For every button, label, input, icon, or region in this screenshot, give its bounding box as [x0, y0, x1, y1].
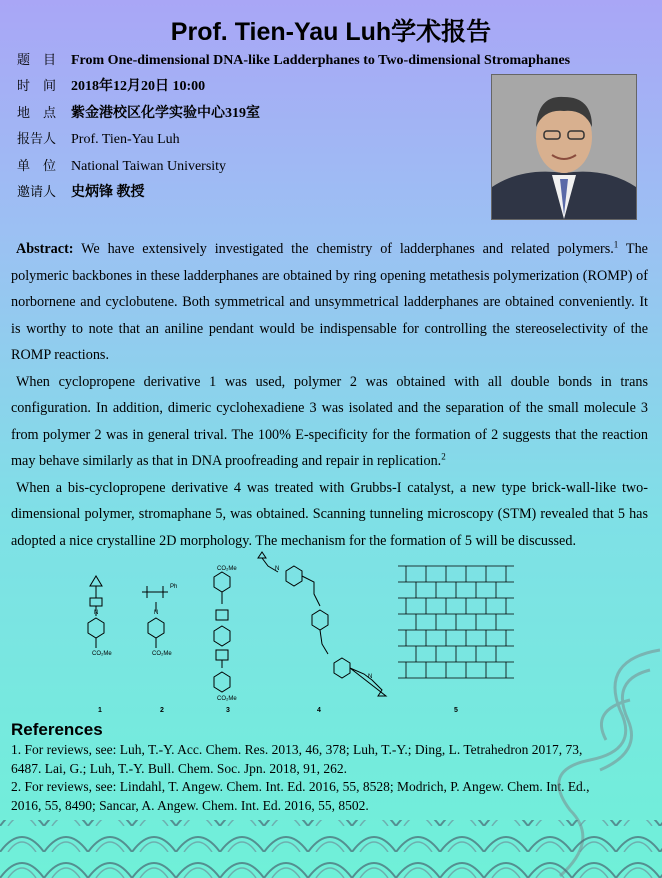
info-label: 单 位 — [17, 158, 57, 173]
reference-item: 1. For reviews, see: Luh, T.-Y. Acc. Chem. Res. 2013, 46, 378; Luh, T.-Y.; Ding, L. Tetrahedron 2017, 73, 6487. Lai, G.; Luh, T.-Y. Bull. Chem. Soc. Jpn. 2018, 91, 262. — [11, 742, 583, 776]
info-value: Prof. Tien-Yau Luh — [71, 132, 180, 147]
group-label: Ph — [170, 584, 178, 590]
wave-decoration — [0, 800, 662, 878]
info-label: 报告人 — [17, 131, 57, 146]
abstract-text: The polymeric backbones in these ladderphanes are obtained by ring opening metathesis polymerization (ROMP) of norbornene and cyclobutene. Both symmetrical and unsymmetrical ladderphanes are obtained conveniently. It is worthy to note that an aniline pendant would be indispensable for controlling the stereoselectivity of the ROMP reactions. — [11, 241, 648, 363]
stromaphane-lattice — [396, 560, 516, 690]
info-label: 地 点 — [17, 105, 57, 120]
abstract-text: We have extensively investigated the chemistry of ladderphanes and related polymers. — [73, 241, 614, 257]
compound-label: 1 — [98, 707, 102, 714]
info-row-speaker — [17, 129, 180, 150]
compound-label: 3 — [226, 707, 230, 714]
group-label: N — [275, 566, 280, 572]
info-row-host — [17, 182, 145, 203]
info-value: 2018年12月20日 10:00 — [71, 79, 206, 94]
abstract-text: When a bis-cyclopropene derivative 4 was treated with Grubbs-I catalyst, a new type brick-wall-like two-dimensional polymer, stromaphane 5, was obtained. Scanning tunneling microscopy (STM) revealed that 5 has adopted a nice crystalline 2D morphology. The mechanism for the formation of 5 will be discussed. — [11, 479, 648, 549]
info-value: National Taiwan University — [71, 159, 227, 174]
abstract-text: When cyclopropene derivative 1 was used, polymer 2 was obtained with all double bonds in trans configuration. In addition, dimeric cyclohexadiene 3 was isolated and the separation of the small molecule 3 from polymer 2 was in general trival. The 100% E-specificity for the formation of 2 suggests that the reaction may behave similarly as that in DNA proofreading and repair in replication. — [11, 373, 648, 469]
info-label: 题 目 — [17, 52, 57, 67]
info-row-topic — [17, 50, 570, 71]
info-label: 时 间 — [17, 78, 57, 93]
group-label: CO₂Me — [152, 651, 172, 657]
info-row-time — [17, 76, 205, 97]
info-value: 紫金港校区化学实验中心319室 — [71, 106, 260, 121]
compound-label: 4 — [317, 707, 321, 714]
compound-label: 5 — [454, 707, 458, 714]
info-label: 邀请人 — [17, 184, 57, 199]
page-title: Prof. Tien-Yau Luh学术报告 — [170, 18, 492, 46]
citation: 2 — [441, 451, 446, 462]
abstract-paragraph-3 — [11, 475, 648, 555]
group-label: CO₂Me — [92, 651, 112, 657]
info-row-affiliation — [17, 156, 226, 177]
references-heading: References — [11, 720, 103, 739]
info-value: 史炳锋 教授 — [71, 185, 145, 200]
abstract-paragraph-2 — [11, 369, 648, 475]
info-row-location — [17, 103, 260, 124]
speaker-photo — [491, 74, 637, 220]
abstract-lead: Abstract: — [16, 241, 74, 257]
citation: 1 — [613, 239, 619, 250]
group-label: N — [368, 674, 373, 680]
compound-label: 2 — [160, 707, 164, 714]
group-label: CO₂Me — [217, 696, 237, 702]
abstract-paragraph-1 — [11, 236, 648, 369]
group-label: N — [154, 610, 159, 616]
abstract — [11, 236, 648, 554]
reference-item: 2. For reviews, see: Lindahl, T. Angew. Chem. Int. Ed. 2016, 55, 8528; Modrich, P. Angew. Chem. Int. Ed., 2016, 55, 8490; Sancar, A. Angew. Chem. Int. Ed. 2016, 55, 8502. — [11, 779, 590, 813]
group-label: N — [94, 610, 99, 616]
group-label: CO₂Me — [217, 566, 237, 572]
portrait-illustration — [492, 75, 636, 219]
info-value: From One-dimensional DNA-like Ladderphanes to Two-dimensional Stromaphanes — [71, 53, 571, 68]
